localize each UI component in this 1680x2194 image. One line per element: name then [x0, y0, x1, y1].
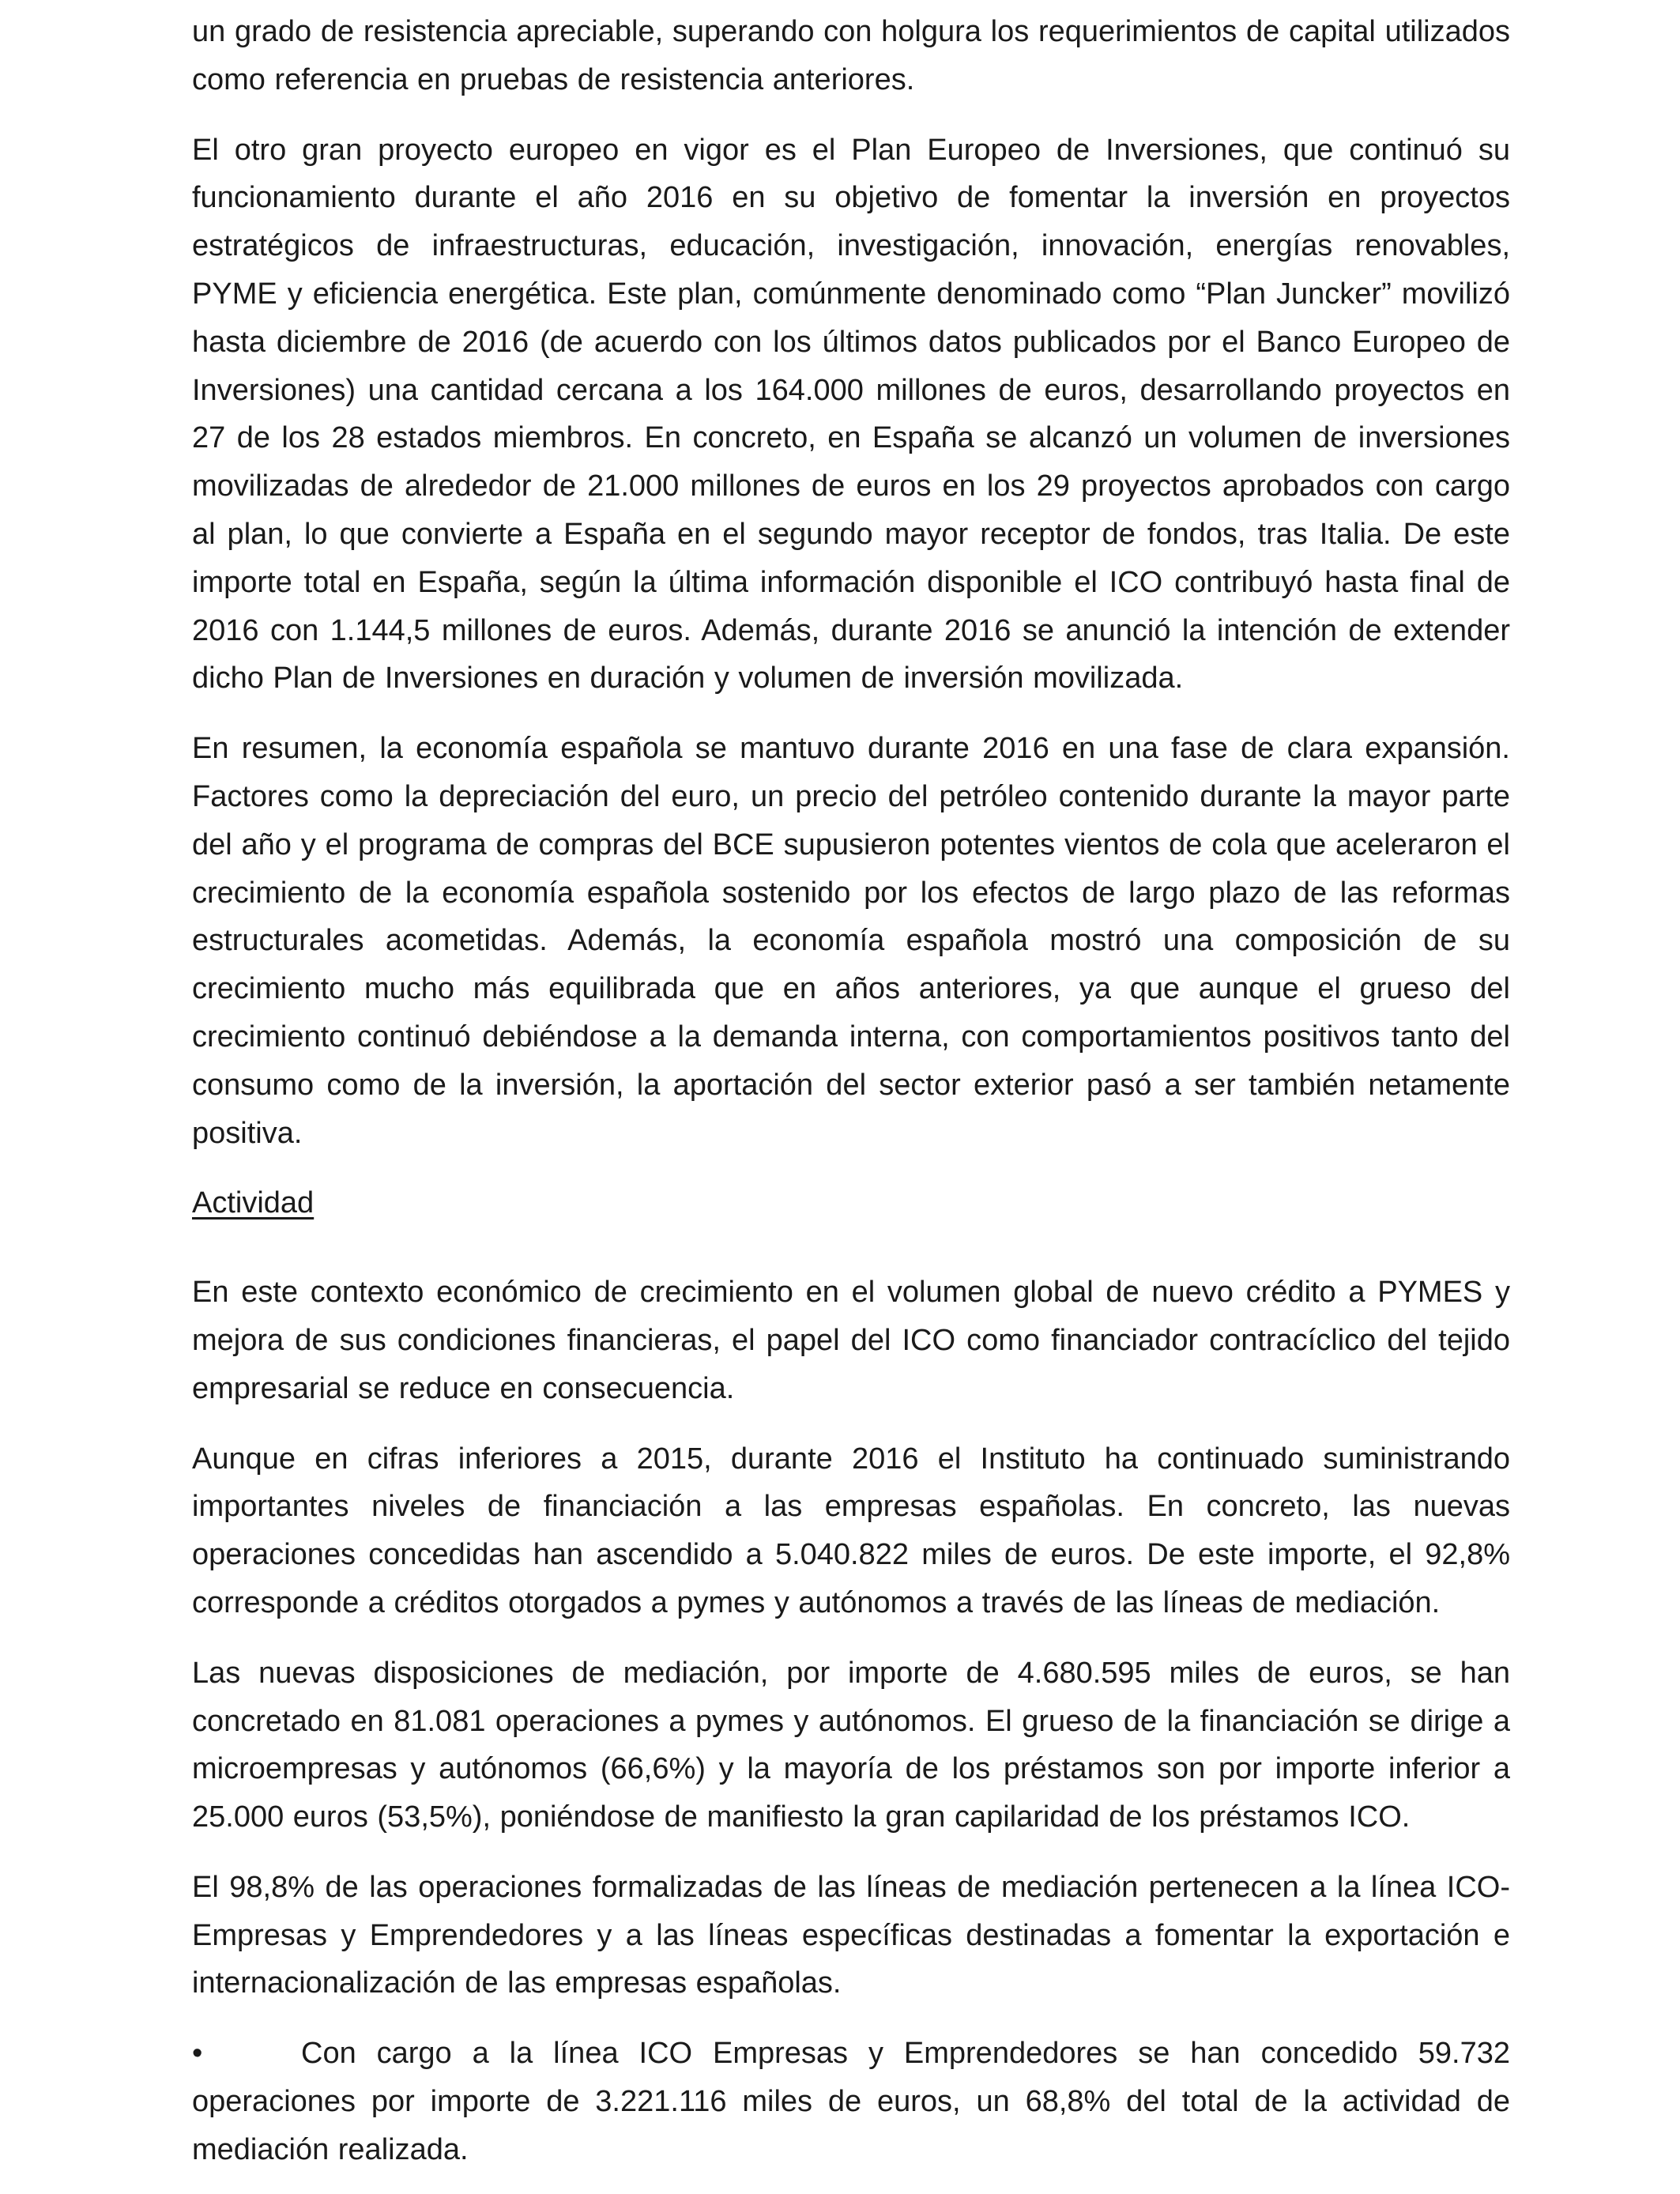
paragraph-ico-context: En este contexto económico de crecimiento en el volumen global de nuevo crédito a PYMES y mejora de sus condiciones financieras, el papel del ICO como financiador contracíclico del tejido empresarial se reduce en consecuencia.: [192, 1276, 1510, 1405]
paragraph-mediation-dispositions: Las nuevas disposiciones de mediación, por importe de 4.680.595 miles de euros, se han concretado en 81.081 operaciones a pymes y autónomos. El grueso de la financiación se dirige a microempresas y autónomos (66,6%) y la mayoría de los préstamos son por importe inferior a 25.000 euros (53,5%), poniéndose de manifiesto la gran capilaridad de los préstamos ICO.: [192, 1656, 1510, 1834]
paragraph-mediation-lines: El 98,8% de las operaciones formalizadas de las líneas de mediación pertenecen a la línea ICO-Empresas y Emprendedores y a las líneas específicas destinadas a fomentar la exportación e internacionalización de las empresas españolas.: [192, 1870, 1510, 2000]
paragraph-new-operations: Aunque en cifras inferiores a 2015, durante 2016 el Instituto ha continuado suministrando importantes niveles de financiación a las empresas españolas. En concreto, las nuevas operaciones concedidas han ascendido a 5.040.822 miles de euros. De este importe, el 92,8% corresponde a créditos otorgados a pymes y autónomos a través de las líneas de mediación.: [192, 1442, 1510, 1619]
paragraph-capital-resistance: un grado de resistencia apreciable, superando con holgura los requerimientos de capital utilizados como referencia en pruebas de resistencia anteriores.: [192, 15, 1510, 96]
paragraph-plan-juncker: El otro gran proyecto europeo en vigor es el Plan Europeo de Inversiones, que continuó su funcionamiento durante el año 2016 en su objetivo de fomentar la inversión en proyectos estratégicos de infraestructuras, educación, investigación, innovación, energías renovables, PYME y eficiencia energética. Este plan, comúnmente denominado como “Plan Juncker” movilizó hasta diciembre de 2016 (de acuerdo con los últimos datos publicados por el Banco Europeo de Inversiones) una cantidad cercana a los 164.000 millones de euros, desarrollando proyectos en 27 de los 28 estados miembros. En concreto, en España se alcanzó un volumen de inversiones movilizadas de alrededor de 21.000 millones de euros en los 29 proyectos aprobados con cargo al plan, lo que convierte a España en el segundo mayor receptor de fondos, tras Italia. De este importe total en España, según la última información disponible el ICO contribuyó hasta final de 2016 con 1.144,5 millones de euros. Además, durante 2016 se anunció la intención de extender dicho Plan de Inversiones en duración y volumen de inversión movilizada.: [192, 133, 1510, 696]
bullet-mark: •: [192, 2037, 203, 2071]
section-heading-actividad: Actividad: [192, 1186, 315, 1220]
paragraph-economy-summary: En resumen, la economía española se mantuvo durante 2016 en una fase de clara expansión. Factores como la depreciación del euro, un precio del petróleo contenido durante la mayor parte del año y el programa de compras del BCE supusieron potentes vientos de cola que aceleraron el crecimiento de la economía española sostenido por los efectos de largo plazo de las reformas estructurales acometidas. Además, la economía española mostró una composición de su crecimiento mucho más equilibrada que en años anteriores, ya que aunque el grueso del crecimiento continuó debiéndose a la demanda interna, con comportamientos positivos tanto del consumo como de la inversión, la aportación del sector exterior pasó a ser también netamente positiva.: [192, 732, 1510, 1150]
document-page: [192, 8, 1510, 2174]
bullet-item-ico-empresas: [192, 2030, 1510, 2173]
bullet-item-text: Con cargo a la línea ICO Empresas y Emprendedores se han concedido 59.732 operaciones por importe de 3.221.116 miles de euros, un 68,8% del total de la actividad de mediación realizada.: [192, 2037, 1510, 2166]
